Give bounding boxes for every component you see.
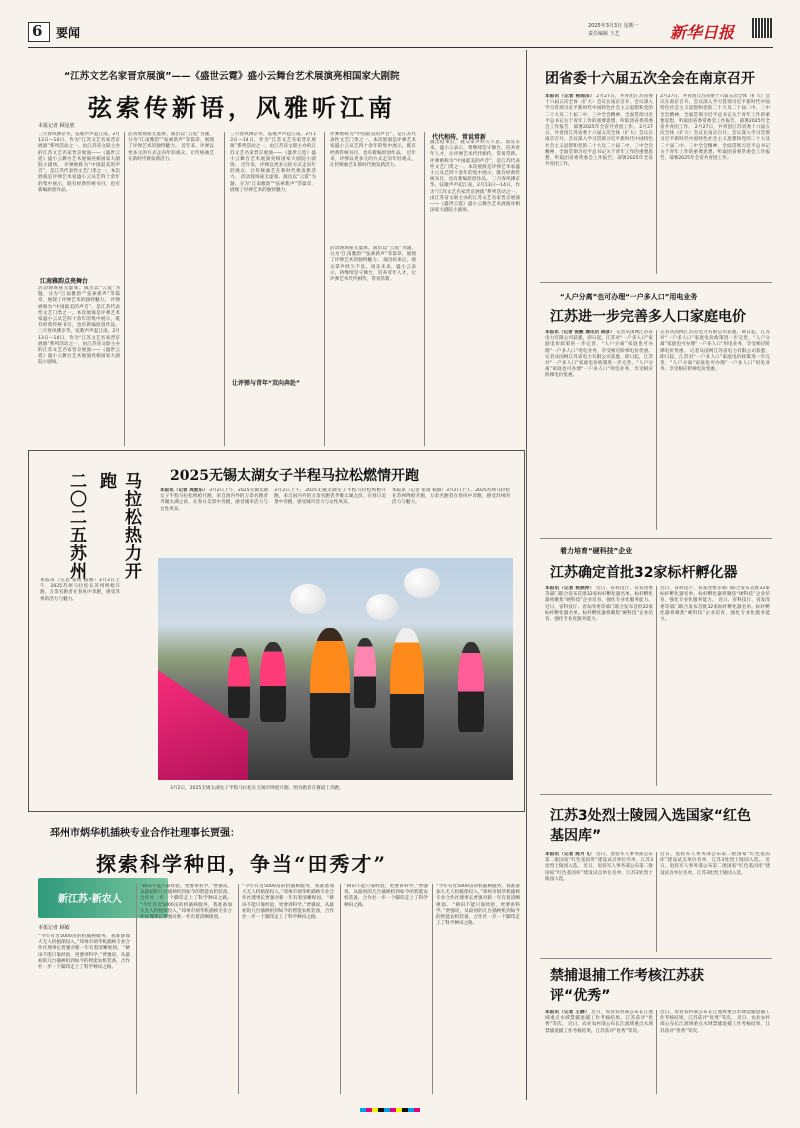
discipline-col-2 xyxy=(660,1010,770,1094)
discipline-headline: 禁捕退捕工作考核江苏获评“优秀” xyxy=(550,968,704,1004)
main-col-5 xyxy=(430,140,520,446)
col-rule xyxy=(656,1010,657,1094)
household-col-1 xyxy=(545,330,653,530)
league-headline: 团省委十六届五次全会在南京召开 xyxy=(545,71,755,87)
martyrs-col-2 xyxy=(660,852,770,952)
main-subhead-3: 代代相传，常说常新 xyxy=(432,134,487,141)
col-rule xyxy=(124,132,125,446)
marathon-body-2: 本报讯（记者 张琦 嵇薇）3月2日上午，2025苏州马拉松在苏州鸣枪开跑，万余名跑者在春风中奔跑，感受苏州的活力与魅力。 xyxy=(40,578,120,602)
farmer-kicker: 邳州市炳华机插秧专业合作社理事长贾强： xyxy=(50,828,240,839)
col-rule xyxy=(238,884,239,1094)
balloon xyxy=(290,584,326,614)
main-headline: 弦索传新语，风雅听江南 xyxy=(88,94,396,122)
main-body-1b: 三月春风拂京华，弦歌声声起江南。2月13日—14日，作为“江苏文艺名家晋京展演”系列活动之一，由江苏省文联主办的江苏文艺名家晋京展演——《盛世云霓》盛小云舞台艺术展演亮相国家大剧院小剧场。 xyxy=(38,329,120,366)
main-body-4c: 近年来，评弹以更多元的方式走向年轻观众，让传统曲艺在新时代焕发新活力。 xyxy=(330,150,416,169)
league-col-1 xyxy=(545,94,653,274)
marathon-col-3 xyxy=(392,488,510,554)
league-col-2 xyxy=(660,94,770,274)
martyrs-body-d: 近日，退役军人事务部公布第二批国家“红色基因库”建设试点单位名单，江苏3处烈士陵园入选。 xyxy=(660,858,770,876)
league-body-b: 2月27日，共青团江苏省委十六届五次全体（扩大）会议在南京召开。会议深入学习贯彻习近平新时代中国特色社会主义思想和党的二十大及二十届二中、三中全会精神，全面贯彻习近平总书记关于青年工作的重要思想，听取团省委常委会工作报告，部署2025年全省共青团工作。 xyxy=(545,125,653,168)
col-rule xyxy=(526,50,527,1100)
marathon-body: 3月2日上午，2025无锡太湖女子半程马拉松鸣枪开跑，来自国内外的万余名跑者齐聚太湖之滨，在春日美景中奔跑，感受城市活力与女性风采。 xyxy=(160,488,268,512)
main-body-2d: 评弹被称为“中国最美的声音”，是江苏代表性文艺门类之一。本次展演是评弹艺术家盛小云从艺四十余年的集中展示，既有经典传统书目，也有新编原创作品。 xyxy=(430,158,520,183)
discipline-byline: 本报讯（记者 王静） xyxy=(545,1010,590,1015)
farmer-body-2: “耕田不能只靠经验，更要讲科学。”贾强说，从最初的几台插秧机到如今的智能农机装备，合作社一步一个脚印走上了科学种田之路。 xyxy=(38,946,130,971)
page-header xyxy=(28,16,773,46)
main-body-4: 近年来，评弹以更多元的方式走向年轻观众，让传统曲艺在新时代焕发新活力。 xyxy=(128,144,214,162)
qr-code-icon xyxy=(752,18,772,38)
balloon xyxy=(366,594,398,620)
header-rule xyxy=(28,47,773,48)
marathon-vertical-title: 马拉松热力开跑 xyxy=(96,472,141,580)
runner xyxy=(310,628,350,758)
marathon-body-c: 本报讯（记者 张琦 嵇薇）3月2日上午，2025苏州马拉松在苏州鸣枪开跑，万余名跑者在春风中奔跑，感受苏州的活力与魅力。 xyxy=(392,488,510,506)
marathon-caption: 3月2日，2025无锡太湖女子半程马拉松在无锡市鸣枪开跑。图为跑者在赛道上奔跑。 xyxy=(170,786,344,791)
main-subhead-1: 江南雅韵点亮舞台 xyxy=(40,278,89,285)
farmer-body: “今年有近5000亩的机插秧服务，我准备加大无人机植保投入。”邳州市炳华机插秧专业合作社理事长贾强对新一年有着清晰规划。 xyxy=(38,934,130,952)
league-byline: 本报讯（记者 杨雨田） xyxy=(545,94,595,99)
marathon-vertical-year: 二〇二五苏州 xyxy=(66,472,86,580)
martyrs-body-b: 近日，退役军人事务部公布第二批国家“红色基因库”建设试点单位名单，江苏3处烈士陵园入选。 xyxy=(545,864,653,882)
issue-date: 2025年3月3日 星期一 xyxy=(588,23,639,29)
main-col-1b xyxy=(38,286,120,446)
discipline-body-b: 近日，农业农村部公布长江流域重点水域禁捕退捕工作考核结果，江苏获评“优秀”等次。 xyxy=(545,1022,653,1034)
col-rule xyxy=(656,852,657,952)
farmer-body-2d: “耕田不能只靠经验，更要讲科学。”贾强说，从最初的几台插秧机到如今的智能农机装备，合作社一步一个脚印走上了科学种田之路。 xyxy=(344,884,428,908)
farmer-body-b: “今年有近5000亩的机插秧服务，我准备加大无人机植保投入。”邳州市炳华机插秧专业合作社理事长贾强对新一年有着清晰规划。 xyxy=(140,902,232,921)
section-name: 要闻 xyxy=(56,26,81,40)
main-body-2c: 评弹被称为“中国最美的声音”，是江苏代表性文艺门类之一。本次展演是评弹艺术家盛小云从艺四十余年的集中展示，既有经典传统书目，也有新编原创作品。 xyxy=(330,132,416,156)
discipline-col-1 xyxy=(545,1010,653,1094)
marathon-byline: 本报讯（记者 周爱东） xyxy=(160,488,208,493)
main-col-4b xyxy=(330,246,416,446)
household-body-b: 记者从国网江苏省电力有限公司获悉，即日起，江苏对“一户多人口”家庭电价政策进一步完善，“人户分离”家庭也可办理“一户多人口”用电业务，享受相应阶梯电价优惠。 xyxy=(545,354,653,379)
main-body-3d: 活动现场座无虚席。演出以“云霓”为题，分为“江南雅韵”“弦索新声”等篇章，展现了评弹艺术的独特魅力。 xyxy=(330,246,416,264)
incubator-body-b: 近日，省科技厅、省发改委等部门联合发布首批32家标杆孵化器名单。标杆孵化器将聚焦“硬科技”企业培育，强化专业化服务能力。 xyxy=(545,604,653,623)
marathon-photo xyxy=(158,558,513,780)
main-body-1c: 三月春风拂京华，弦歌声声起江南。2月13日—14日，作为“江苏文艺名家晋京展演”系列活动之一，由江苏省文联主办的江苏文艺名家晋京展演——《盛世云霓》盛小云舞台艺术展演亮相国家大剧院小剧场。 xyxy=(230,132,316,169)
farmer-col-4 xyxy=(344,884,428,1094)
main-kicker: “江苏文艺名家晋京展演”——《盛世云霓》盛小云舞台艺术展演亮相国家大剧院 xyxy=(64,71,400,82)
main-col-3 xyxy=(230,132,316,348)
league-body-d: 2月27日，共青团江苏省委十六届五次全体（扩大）会议在南京召开。会议深入学习贯彻习近平新时代中国特色社会主义思想和党的二十大及二十届二中、三中全会精神，全面贯彻习近平总书记关于青年工作的重要思想，听取团省委常委会工作报告，部署2025年全省共青团工作。 xyxy=(660,125,770,162)
runner xyxy=(228,648,250,718)
discipline-body: 近日，农业农村部公布长江流域重点水域禁捕退捕工作考核结果，江苏获评“优秀”等次。 xyxy=(545,1010,653,1028)
discipline-body-d: 近日，农业农村部公布长江流域重点水域禁捕退捕工作考核结果，江苏获评“优秀”等次。 xyxy=(660,1016,770,1034)
farmer-col-1 xyxy=(38,934,130,1094)
household-body-d: 记者从国网江苏省电力有限公司获悉，即日起，江苏对“一户多人口”家庭电价政策进一步完善，“人户分离”家庭也可办理“一户多人口”用电业务，享受相应阶梯电价优惠。 xyxy=(660,348,770,373)
col-rule xyxy=(656,586,657,786)
marathon-col-1 xyxy=(160,488,268,554)
main-body-1d: 三月春风拂京华，弦歌声声起江南。2月13日—14日，作为“江苏文艺名家晋京展演”系列活动之一，由江苏省文联主办的江苏文艺名家晋京展演——《盛世云霓》盛小云舞台艺术展演亮相国家大剧院小剧场。 xyxy=(430,177,520,214)
incubator-headline: 江苏确定首批32家标杆孵化器 xyxy=(550,565,738,581)
page-number: 6 xyxy=(32,22,43,40)
farmer-headline: 探索科学种田，争当“田秀才” xyxy=(96,852,388,876)
marathon-headline: 2025无锡太湖女子半程马拉松燃情开跑 xyxy=(170,468,419,484)
farmer-body-2b: “耕田不能只靠经验，更要讲科学。”贾强说，从最初的几台插秧机到如今的智能农机装备，合作社一步一个脚印走上了科学种田之路。 xyxy=(140,884,232,902)
col-rule xyxy=(136,884,137,1094)
main-body-3c: 活动现场座无虚席。演出以“云霓”为题，分为“江南雅韵”“弦索新声”等篇章，展现了评弹艺术的独特魅力。 xyxy=(230,175,316,193)
household-kicker: “人户分离”也可办理“一户多人口”用电业务 xyxy=(560,293,698,301)
marathon-body-b: 3月2日上午，2025无锡太湖女子半程马拉松鸣枪开跑，来自国内外的万余名跑者齐聚太湖之滨，在春日美景中奔跑，感受城市活力与女性风采。 xyxy=(274,488,386,506)
main-body-4b: 近年来，评弹以更多元的方式走向年轻观众，让传统曲艺在新时代焕发新活力。 xyxy=(230,163,316,181)
farmer-body-2e: “耕田不能只靠经验，更要讲科学。”贾强说，从最初的几台插秧机到如今的智能农机装备，合作社一步一个脚印走上了科学种田之路。 xyxy=(436,902,520,927)
household-body: 记者从国网江苏省电力有限公司获悉，即日起，江苏对“一户多人口”家庭电价政策进一步完善，“人户分离”家庭也可办理“一户多人口”用电业务，享受相应阶梯电价优惠。 xyxy=(545,330,653,354)
col-rule xyxy=(324,132,325,446)
martyrs-body: 近日，退役军人事务部公布第二批国家“红色基因库”建设试点单位名单，江苏3处烈士陵园入选。 xyxy=(545,852,653,870)
farmer-col-3 xyxy=(242,884,334,1094)
col-rule xyxy=(432,884,433,1094)
household-body-c: 记者从国网江苏省电力有限公司获悉，即日起，江苏对“一户多人口”家庭电价政策进一步完善，“人户分离”家庭也可办理“一户多人口”用电业务，享受相应阶梯电价优惠。 xyxy=(660,330,770,354)
farmer-byline: 本报记者 顾敏 xyxy=(38,925,70,931)
runner xyxy=(260,642,286,722)
martyrs-body-c: 近日，退役军人事务部公布第二批国家“红色基因库”建设试点单位名单，江苏3处烈士陵园入选。 xyxy=(660,852,770,864)
col-rule xyxy=(656,94,657,274)
main-body-1: 三月春风拂京华，弦歌声声起江南。2月13日—14日，作为“江苏文艺名家晋京展演”系列活动之一，由江苏省文联主办的江苏文艺名家晋京展演——《盛世云霓》盛小云舞台艺术展演亮相国家大剧院小剧场。 xyxy=(38,132,120,169)
farmer-body-c: “今年有近5000亩的机插秧服务，我准备加大无人机植保投入。”邳州市炳华机插秧专业合作社理事长贾强对新一年有着清晰规划。 xyxy=(242,884,334,902)
main-body-3b: 活动现场座无虚席。演出以“云霓”为题，分为“江南雅韵”“弦索新声”等篇章，展现了评弹艺术的独特魅力。 xyxy=(128,132,214,150)
runner xyxy=(458,642,484,732)
farmer-col-5 xyxy=(436,884,520,1094)
incubator-col-1 xyxy=(545,586,653,786)
incubator-byline: 本报讯（记者 杨频萍） xyxy=(545,586,595,591)
marathon-byline-2 xyxy=(40,578,120,728)
farmer-body-d: “今年有近5000亩的机插秧服务，我准备加大无人机植保投入。”邳州市炳华机插秧专业合作社理事长贾强对新一年有着清晰规划。 xyxy=(436,884,520,908)
main-col-2 xyxy=(128,132,214,227)
runner xyxy=(390,628,424,748)
col-rule xyxy=(340,884,341,1094)
section-rule xyxy=(540,538,772,539)
martyrs-col-1 xyxy=(545,852,653,952)
incubator-kicker: 着力培育“硬科技”企业 xyxy=(560,547,633,555)
main-body-5: 演出结束后，观众掌声经久不息。谈及未来，盛小云表示，将继续坚守舞台，培养青年人才，让评弹艺术代代相传、常说常新。 xyxy=(330,258,416,283)
farmer-col-2 xyxy=(140,884,232,1094)
runner xyxy=(354,638,376,708)
incubator-body-c: 近日，省科技厅、省发改委等部门联合发布首批32家标杆孵化器名单。标杆孵化器将聚焦“硬科技”企业培育，强化专业化服务能力。 xyxy=(660,586,770,604)
main-body-2b: 评弹被称为“中国最美的声音”，是江苏代表性文艺门类之一。本次展演是评弹艺术家盛小云从艺四十余年的集中展示，既有经典传统书目，也有新编原创作品。 xyxy=(38,298,120,329)
banner-text: 新江苏·新农人 xyxy=(58,894,122,905)
balloon xyxy=(404,568,440,598)
col-rule xyxy=(424,132,425,446)
editors: 责任编辑 王艺 xyxy=(588,31,620,37)
main-body-2: 评弹被称为“中国最美的声音”，是江苏代表性文艺门类之一。本次展演是评弹艺术家盛小云从艺四十余年的集中展示，既有经典传统书目，也有新编原创作品。 xyxy=(38,163,120,193)
main-col-1 xyxy=(38,132,120,270)
incubator-col-2 xyxy=(660,586,770,786)
incubator-body: 近日，省科技厅、省发改委等部门联合发布首批32家标杆孵化器名单。标杆孵化器将聚焦“硬科技”企业培育，强化专业化服务能力。 xyxy=(545,586,653,604)
masthead-logo: 新华日报 xyxy=(670,23,735,42)
martyrs-byline: 本报讯（记者 陈月飞） xyxy=(545,852,595,857)
league-body: 2月27日，共青团江苏省委十六届五次全体（扩大）会议在南京召开。会议深入学习贯彻习近平新时代中国特色社会主义思想和党的二十大及二十届二中、三中全会精神，全面贯彻习近平总书记关于青年工作的重要思想，听取团省委常委会工作报告，部署2025年全省共青团工作。 xyxy=(545,94,653,131)
main-subhead-2: 让评弹与青年“双向奔赴” xyxy=(232,380,300,387)
section-rule xyxy=(540,794,772,795)
col-rule xyxy=(224,132,225,446)
incubator-body-d: 近日，省科技厅、省发改委等部门联合发布首批32家标杆孵化器名单。标杆孵化器将聚焦“硬科技”企业培育，强化专业化服务能力。 xyxy=(660,598,770,623)
household-col-2 xyxy=(660,330,770,530)
col-rule xyxy=(656,330,657,530)
section-rule xyxy=(540,958,772,959)
print-registration-marks xyxy=(360,1108,420,1112)
league-body-c: 2月27日，共青团江苏省委十六届五次全体（扩大）会议在南京召开。会议深入学习贯彻习近平新时代中国特色社会主义思想和党的二十大及二十届二中、三中全会精神，全面贯彻习近平总书记关于青年工作的重要思想，听取团省委常委会工作报告，部署2025年全省共青团工作。 xyxy=(660,94,770,131)
main-body-5b: 演出结束后，观众掌声经久不息。谈及未来，盛小云表示，将继续坚守舞台，培养青年人才，让评弹艺术代代相传、常说常新。 xyxy=(430,140,520,158)
main-byline: 本报记者 顾星欣 xyxy=(38,123,75,129)
main-body-3: 活动现场座无虚席。演出以“云霓”为题，分为“江南雅韵”“弦索新声”等篇章，展现了评弹艺术的独特魅力。 xyxy=(38,286,120,304)
household-headline: 江苏进一步完善多人口家庭电价 xyxy=(550,309,746,325)
farmer-body-2c: “耕田不能只靠经验，更要讲科学。”贾强说，从最初的几台插秧机到如今的智能农机装备，合作社一步一个脚印走上了科学种田之路。 xyxy=(242,896,334,921)
discipline-body-c: 近日，农业农村部公布长江流域重点水域禁捕退捕工作考核结果，江苏获评“优秀”等次。 xyxy=(660,1010,770,1022)
marathon-col-2 xyxy=(274,488,386,554)
martyrs-headline: 江苏3处烈士陵园入选国家“红色基因库” xyxy=(550,808,751,844)
section-rule xyxy=(540,282,772,283)
household-byline: 本报讯（记者 倪敏 通讯员 胡彦） xyxy=(545,330,615,335)
